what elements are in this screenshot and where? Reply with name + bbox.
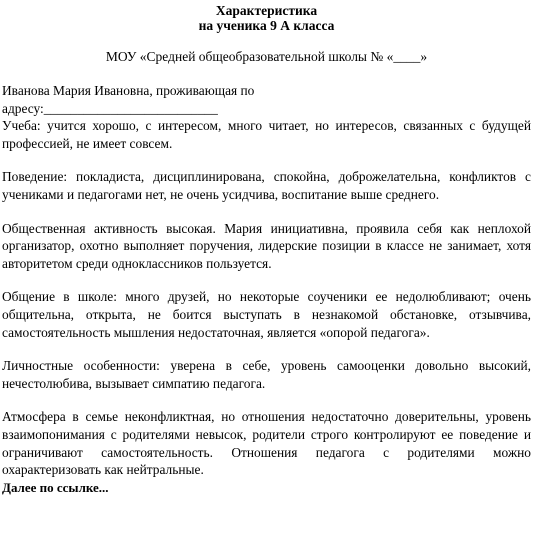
family-paragraph: Атмосфера в семье неконфликтная, но отношения недостаточно доверительны, уровень взаимопонимания с родителями невысок, родители строго контролируют ее поведение и ограничивают самостоятельность. Отношения педагога с родителями можно охарактеризовать как нейтральные. [2, 409, 531, 478]
document-title-line-1: Характеристика [215, 3, 318, 18]
social-activity-paragraph: Общественная активность высокая. Мария инициативна, проявила себя как неплохой организатор, охотно выполняет поручения, лидерские позиции в классе не занимает, хотя авторитетом среди одноклассников пользуется. [2, 220, 531, 271]
address-line: адресу:__________________________ [2, 100, 218, 116]
school-name: МОУ «Средней общеобразовательной школы № «____» [105, 49, 428, 64]
spacer [2, 341, 531, 357]
spacer [2, 152, 531, 168]
personal-traits-paragraph: Личностные особенности: уверена в себе, уровень самооценки довольно высокий, нечестолюбива, вызывает симпатию педагога. [2, 358, 531, 391]
behavior-paragraph: Поведение: покладиста, дисциплинирована, спокойна, доброжелательна, конфликтов с учениками и педагогами нет, не очень усидчива, воспитание выше среднего. [2, 169, 531, 202]
spacer [2, 204, 531, 220]
spacer [2, 272, 531, 288]
study-paragraph: Учеба: учится хорошо, с интересом, много читает, но интересов, связанных с будущей профессией, не имеет совсем. [2, 118, 531, 151]
document-title-line-2: на ученика 9 А класса [198, 18, 335, 33]
spacer [2, 392, 531, 408]
communication-paragraph: Общение в школе: много друзей, но некоторые соученики ее недолюбливают; очень общительна, открыта, не боится выступать в незнакомой обстановке, отзывчива, самостоятельность мышления недостаточная, является «опорой педагога». [2, 289, 531, 340]
student-name-line: Иванова Мария Ивановна, проживающая по [2, 83, 255, 98]
read-more-link[interactable]: Далее по ссылке... [2, 479, 109, 495]
